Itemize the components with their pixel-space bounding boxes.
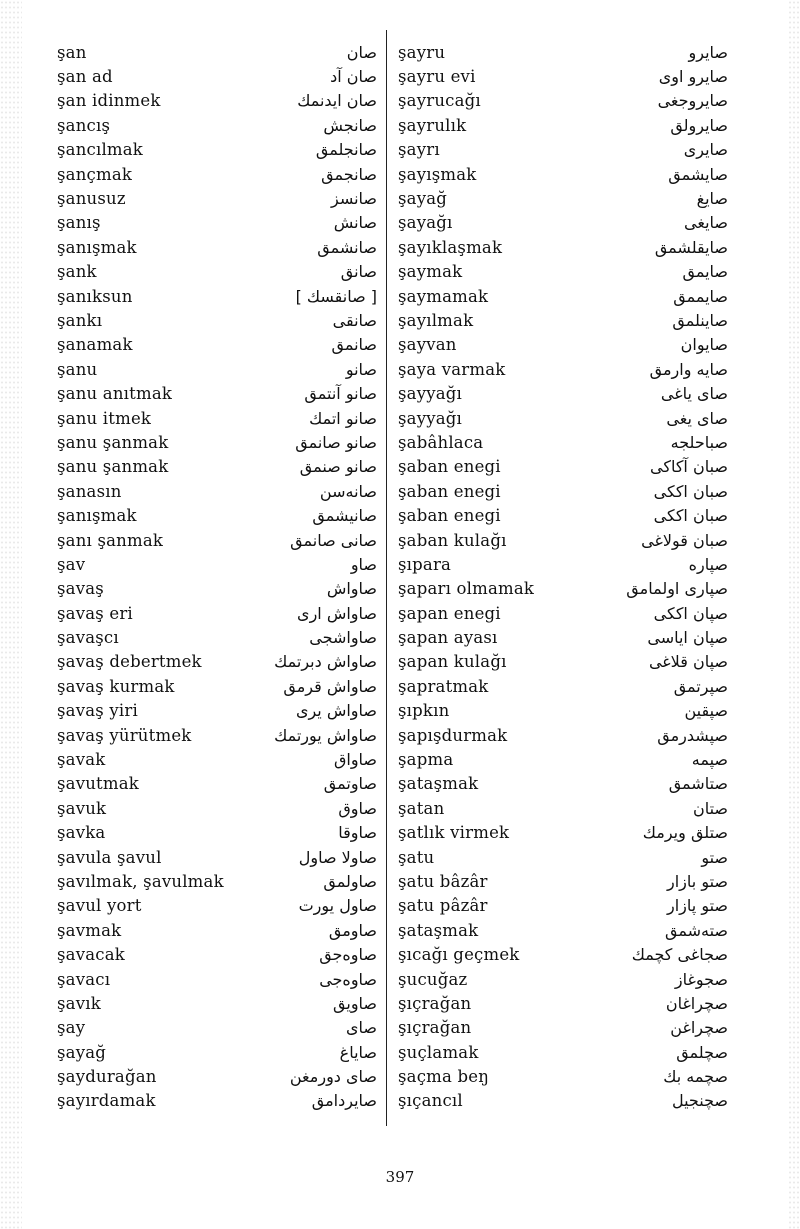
entry-latin: şapma (398, 750, 454, 770)
dictionary-entry (57, 650, 377, 674)
entry-arabic: صانو صانمق (295, 432, 377, 452)
entry-arabic: صايرو (688, 42, 728, 62)
entry-arabic: صچراغان (665, 993, 728, 1013)
entry-latin: şapışdurmak (398, 725, 508, 745)
entry-latin: şavaş debertmek (57, 652, 202, 672)
entry-latin: şayvan (398, 335, 457, 355)
dictionary-entry (57, 528, 377, 552)
entry-arabic: صپارى اولمامق (626, 579, 728, 599)
entry-latin: şan ad (57, 67, 113, 87)
dictionary-entry (57, 138, 377, 162)
entry-arabic: صتو بازار (667, 871, 728, 891)
entry-latin: şayrulık (398, 115, 467, 135)
dictionary-entry (398, 650, 728, 674)
entry-latin: şaçma beŋ (398, 1067, 490, 1087)
entry-latin: şayru (398, 42, 446, 62)
entry-latin: şav (57, 554, 86, 574)
entry-latin: şayılmak (398, 310, 474, 330)
entry-latin: şatan (398, 798, 445, 818)
entry-arabic: صايقلشمق (654, 237, 728, 257)
entry-arabic: صانو آنتمق (304, 384, 377, 404)
entry-latin: şavaş yiri (57, 701, 138, 721)
entry-arabic: صانق (340, 262, 377, 282)
dictionary-entry (398, 601, 728, 625)
entry-arabic: صاى (346, 1018, 377, 1038)
entry-arabic: صباحلجه (670, 432, 728, 452)
dictionary-entry (57, 235, 377, 259)
dictionary-entry (398, 528, 728, 552)
page-number: 397 (385, 1168, 415, 1186)
dictionary-entry (398, 772, 728, 796)
entry-arabic: صچنجيل (671, 1091, 728, 1111)
entry-latin: şapratmak (398, 676, 489, 696)
dictionary-entry (398, 260, 728, 284)
entry-latin: şavaşcı (57, 628, 119, 648)
dictionary-entry (398, 845, 728, 869)
dictionary-entry (57, 796, 377, 820)
entry-arabic: صاواش قرمق (283, 676, 377, 696)
entry-arabic: صايوان (680, 335, 728, 355)
dictionary-entry (398, 723, 728, 747)
dictionary-entry (57, 64, 377, 88)
entry-arabic: صايغى (684, 213, 728, 233)
entry-arabic: صاولمق (323, 871, 377, 891)
entry-arabic: صانو صنمق (299, 457, 377, 477)
entry-arabic: صانقى (332, 310, 377, 330)
entry-latin: şapan enegi (398, 603, 501, 623)
dictionary-entry (398, 577, 728, 601)
entry-latin: şançmak (57, 164, 133, 184)
dictionary-entry (398, 40, 728, 64)
entry-latin: şavula şavul (57, 847, 162, 867)
entry-arabic: صاى دورمغن (289, 1067, 377, 1087)
dictionary-entry (398, 918, 728, 942)
entry-arabic: صبان قولاغى (641, 530, 728, 550)
entry-arabic: صان آد (330, 67, 377, 87)
entry-latin: şanu şanmak (57, 457, 169, 477)
dictionary-entry (398, 503, 728, 527)
page-edge-speckle-right (788, 0, 800, 1229)
dictionary-entry (57, 772, 377, 796)
entry-latin: şanu anıtmak (57, 384, 173, 404)
entry-arabic: صتو (701, 847, 728, 867)
dictionary-entry (57, 1016, 377, 1040)
dictionary-entry (57, 333, 377, 357)
dictionary-entry (398, 430, 728, 454)
dictionary-entry (57, 162, 377, 186)
dictionary-entry (57, 552, 377, 576)
entry-arabic: صايمق (682, 262, 728, 282)
entry-latin: şavacak (57, 945, 125, 965)
entry-arabic: صايروجغى (657, 91, 728, 111)
entry-arabic: صاو (350, 554, 377, 574)
dictionary-entry (398, 699, 728, 723)
entry-latin: şavmak (57, 920, 122, 940)
dictionary-entry (398, 1089, 728, 1113)
entry-arabic: صپمه (691, 750, 728, 770)
entry-latin: şayırdamak (57, 1091, 156, 1111)
entry-arabic: صبان آكاكى (649, 457, 728, 477)
dictionary-entry (57, 942, 377, 966)
dictionary-entry (57, 186, 377, 210)
entry-latin: şıcağı geçmek (398, 945, 520, 965)
entry-latin: şayağı (398, 213, 453, 233)
entry-latin: şan (57, 42, 87, 62)
entry-arabic: صانمق (331, 335, 377, 355)
entry-latin: şaban enegi (398, 457, 501, 477)
entry-latin: şancılmak (57, 140, 144, 160)
dictionary-entry (57, 894, 377, 918)
entry-arabic: صايرولق (670, 115, 728, 135)
dictionary-entry (57, 406, 377, 430)
entry-arabic: صجاغى كچمك (631, 945, 728, 965)
entry-latin: şayrucağı (398, 91, 481, 111)
dictionary-entry (57, 357, 377, 381)
entry-latin: şavaş kurmak (57, 676, 175, 696)
right-column (398, 40, 728, 1113)
dictionary-entry (57, 967, 377, 991)
entry-arabic: صاوه‌جق (319, 945, 377, 965)
entry-latin: şaymamak (398, 286, 489, 306)
entry-latin: şanı şanmak (57, 530, 164, 550)
entry-arabic: [ صانقسك ] (295, 286, 377, 306)
page-edge-speckle-left (0, 0, 22, 1229)
dictionary-entry (57, 845, 377, 869)
entry-arabic: صاواش ارى (297, 603, 377, 623)
dictionary-entry (398, 186, 728, 210)
entry-latin: şaparı olmamak (398, 579, 535, 599)
entry-arabic: صايشمق (668, 164, 728, 184)
dictionary-entry (398, 625, 728, 649)
entry-latin: şayyağı (398, 384, 463, 404)
entry-arabic: صاواش (326, 579, 377, 599)
entry-latin: şayru evi (398, 67, 476, 87)
dictionary-entry (398, 64, 728, 88)
entry-arabic: صاوقا (338, 823, 377, 843)
entry-arabic: صانى صانمق (290, 530, 377, 550)
entry-arabic: صپشدرمق (657, 725, 728, 745)
entry-arabic: صاواشجى (309, 628, 377, 648)
entry-latin: şataşmak (398, 920, 479, 940)
dictionary-entry (57, 40, 377, 64)
entry-latin: şancış (57, 115, 111, 135)
entry-arabic: صانش (333, 213, 377, 233)
dictionary-entry (57, 699, 377, 723)
entry-arabic: صچراغن (670, 1018, 728, 1038)
entry-arabic: صاوتمق (323, 774, 377, 794)
entry-latin: şanamak (57, 335, 133, 355)
entry-latin: şaymak (398, 262, 463, 282)
entry-latin: şankı (57, 310, 103, 330)
dictionary-entry (398, 821, 728, 845)
dictionary-entry (398, 406, 728, 430)
entry-latin: şavacı (57, 969, 111, 989)
entry-latin: şayağ (57, 1042, 107, 1062)
entry-arabic: صتاشمق (668, 774, 728, 794)
entry-latin: şavak (57, 750, 106, 770)
dictionary-entry (398, 674, 728, 698)
entry-latin: şatu pâzâr (398, 896, 488, 916)
dictionary-entry (57, 381, 377, 405)
entry-latin: şaya varmak (398, 359, 506, 379)
dictionary-entry (398, 138, 728, 162)
entry-latin: şatu (398, 847, 435, 867)
dictionary-entry (398, 211, 728, 235)
entry-latin: şavuk (57, 798, 107, 818)
entry-arabic: صايردامق (311, 1091, 377, 1111)
entry-latin: şanu (57, 359, 98, 379)
dictionary-entry (398, 942, 728, 966)
entry-arabic: صانو (345, 359, 377, 379)
entry-arabic: صانسز (330, 189, 377, 209)
entry-arabic: صايغ (696, 189, 728, 209)
entry-latin: şanış (57, 213, 101, 233)
entry-latin: şanışmak (57, 237, 137, 257)
dictionary-entry (398, 113, 728, 137)
entry-latin: şavka (57, 823, 106, 843)
dictionary-entry (57, 260, 377, 284)
dictionary-entry (398, 455, 728, 479)
dictionary-entry (398, 89, 728, 113)
dictionary-entry (57, 577, 377, 601)
dictionary-entry (57, 455, 377, 479)
entry-arabic: صاولا صاول (298, 847, 377, 867)
entry-arabic: صتان (692, 798, 728, 818)
entry-latin: şan idinmek (57, 91, 161, 111)
dictionary-entry (398, 308, 728, 332)
dictionary-entry (398, 552, 728, 576)
dictionary-entry (398, 162, 728, 186)
entry-arabic: صايه وارمق (649, 359, 728, 379)
entry-latin: şavaş (57, 579, 104, 599)
entry-arabic: صان ايدنمك (297, 91, 377, 111)
entry-arabic: صاياغ (339, 1042, 377, 1062)
dictionary-entry (398, 796, 728, 820)
entry-arabic: صچمه بك (663, 1067, 728, 1087)
entry-arabic: صته‌شمق (665, 920, 728, 940)
entry-arabic: صانشمق (317, 237, 377, 257)
entry-latin: şayyağı (398, 408, 463, 428)
entry-arabic: صايرى (683, 140, 728, 160)
entry-arabic: صانيشمق (312, 506, 377, 526)
dictionary-entry (398, 381, 728, 405)
dictionary-entry (398, 284, 728, 308)
dictionary-entry (57, 918, 377, 942)
entry-arabic: صاواش يرى (295, 701, 377, 721)
entry-latin: şapan ayası (398, 628, 498, 648)
entry-latin: şavık (57, 993, 101, 1013)
entry-arabic: صبان اككى (653, 506, 728, 526)
dictionary-entry (398, 894, 728, 918)
entry-latin: şıpara (398, 554, 452, 574)
entry-latin: şabâhlaca (398, 432, 484, 452)
dictionary-entry (398, 1040, 728, 1064)
entry-arabic: صاينلمق (672, 310, 728, 330)
dictionary-entry (398, 1064, 728, 1088)
entry-arabic: صاوه‌جى (319, 969, 377, 989)
entry-latin: şaban enegi (398, 506, 501, 526)
entry-arabic: صاويق (333, 993, 377, 1013)
entry-arabic: صانجمق (321, 164, 377, 184)
entry-latin: şıpkın (398, 701, 450, 721)
entry-arabic: صايرو اوى (658, 67, 728, 87)
entry-latin: şanasın (57, 481, 122, 501)
dictionary-entry (57, 89, 377, 113)
dictionary-entry (398, 333, 728, 357)
entry-arabic: صاوق (338, 798, 377, 818)
dictionary-entry (398, 967, 728, 991)
dictionary-entry (57, 869, 377, 893)
entry-latin: şatlık virmek (398, 823, 510, 843)
dictionary-entry (57, 308, 377, 332)
entry-latin: şayıklaşmak (398, 237, 503, 257)
entry-arabic: صپقين (684, 701, 728, 721)
entry-arabic: صاى ياغى (660, 384, 728, 404)
dictionary-entry (57, 601, 377, 625)
entry-arabic: صاومق (328, 920, 377, 940)
entry-arabic: صجوغاز (674, 969, 728, 989)
entry-arabic: صپان اككى (653, 603, 728, 623)
entry-arabic: صانو اتمك (309, 408, 377, 428)
entry-arabic: صاى يغى (666, 408, 728, 428)
dictionary-entry (57, 479, 377, 503)
dictionary-entry (57, 1089, 377, 1113)
entry-latin: şaydurağan (57, 1067, 157, 1087)
entry-latin: şıçancıl (398, 1091, 463, 1111)
entry-latin: şavutmak (57, 774, 139, 794)
entry-arabic: صاواق (333, 750, 377, 770)
entry-latin: şavaş eri (57, 603, 133, 623)
column-divider (386, 30, 387, 1126)
dictionary-entry (398, 869, 728, 893)
dictionary-entry (398, 991, 728, 1015)
dictionary-entry (57, 503, 377, 527)
entry-latin: şatu bâzâr (398, 871, 488, 891)
entry-latin: şayağ (398, 189, 448, 209)
entry-latin: şaban enegi (398, 481, 501, 501)
entry-latin: şuçlamak (398, 1042, 479, 1062)
dictionary-entry (57, 991, 377, 1015)
dictionary-entry (57, 284, 377, 308)
entry-arabic: صان (346, 42, 377, 62)
entry-arabic: صپرتمق (673, 676, 728, 696)
dictionary-entry (398, 357, 728, 381)
entry-latin: şucuğaz (398, 969, 468, 989)
entry-latin: şavul yort (57, 896, 142, 916)
entry-arabic: صبان اككى (653, 481, 728, 501)
dictionary-entry (57, 723, 377, 747)
dictionary-entry (57, 1064, 377, 1088)
entry-latin: şanusuz (57, 189, 126, 209)
entry-arabic: صچلمق (676, 1042, 728, 1062)
entry-arabic: صتلق ويرمك (642, 823, 728, 843)
dictionary-entry (57, 1040, 377, 1064)
entry-arabic: صانجلمق (315, 140, 377, 160)
dictionary-entry (57, 625, 377, 649)
entry-arabic: صتو پازار (667, 896, 728, 916)
dictionary-entry (57, 430, 377, 454)
entry-latin: şıçrağan (398, 993, 472, 1013)
entry-latin: şayrı (398, 140, 440, 160)
left-column (57, 40, 377, 1113)
dictionary-entry (398, 479, 728, 503)
entry-latin: şayışmak (398, 164, 477, 184)
dictionary-entry (57, 674, 377, 698)
entry-arabic: صپان اياسى (647, 628, 728, 648)
dictionary-entry (57, 113, 377, 137)
entry-latin: şanışmak (57, 506, 137, 526)
entry-latin: şank (57, 262, 97, 282)
entry-arabic: صاواش يورتمك (274, 725, 377, 745)
entry-arabic: صپان قلاغى (648, 652, 728, 672)
entry-latin: şanıksun (57, 286, 133, 306)
entry-arabic: صاواش دبرتمك (274, 652, 377, 672)
dictionary-entry (57, 821, 377, 845)
entry-arabic: صانجش (323, 115, 377, 135)
entry-arabic: صاول يورت (298, 896, 377, 916)
entry-latin: şaban kulağı (398, 530, 507, 550)
entry-arabic: صايممق (673, 286, 728, 306)
dictionary-entry (57, 747, 377, 771)
entry-arabic: صانه‌سن (319, 481, 377, 501)
entry-latin: şanu şanmak (57, 432, 169, 452)
dictionary-entry (398, 747, 728, 771)
entry-latin: şapan kulağı (398, 652, 507, 672)
entry-latin: şanu itmek (57, 408, 152, 428)
entry-latin: şavılmak, şavulmak (57, 871, 224, 891)
entry-arabic: صپاره (688, 554, 728, 574)
dictionary-entry (398, 1016, 728, 1040)
dictionary-entry (57, 211, 377, 235)
entry-latin: şay (57, 1018, 86, 1038)
dictionary-entry (398, 235, 728, 259)
entry-latin: şataşmak (398, 774, 479, 794)
entry-latin: şavaş yürütmek (57, 725, 192, 745)
entry-latin: şıçrağan (398, 1018, 472, 1038)
